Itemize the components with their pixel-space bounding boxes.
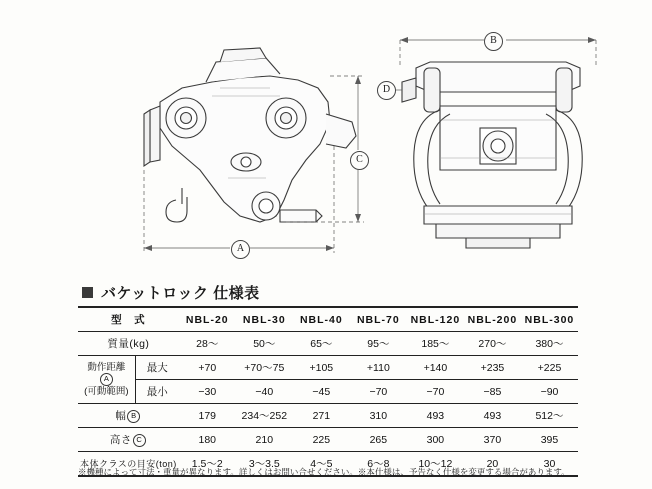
cell-height-nbl-120: 300	[407, 428, 464, 452]
cell-width-nbl-70: 310	[350, 404, 407, 428]
mark-b-icon: B	[127, 410, 140, 423]
cell-width-nbl-300: 512〜	[521, 404, 578, 428]
table-row	[78, 356, 578, 380]
cell-class-nbl-120: 10〜12	[407, 452, 464, 477]
cell-max-nbl-30: +70〜75	[236, 356, 293, 380]
row-label-height: 高さ C	[78, 428, 179, 452]
cell-class-nbl-40: 4〜5	[293, 452, 350, 477]
dimension-label-d: D	[377, 81, 396, 100]
cell-height-nbl-20: 180	[179, 428, 236, 452]
cell-height-nbl-300: 395	[521, 428, 578, 452]
cell-height-nbl-70: 265	[350, 428, 407, 452]
side-elevation-svg	[380, 10, 630, 260]
cell-height-nbl-30: 210	[236, 428, 293, 452]
cell-mass-nbl-70: 95〜	[350, 332, 407, 356]
table-row	[78, 380, 578, 404]
mark-a-icon: A	[100, 373, 113, 386]
cell-min-nbl-30: −40	[236, 380, 293, 404]
row-label-stroke-bottom: (可動範囲)	[84, 386, 129, 397]
cell-min-nbl-120: −70	[407, 380, 464, 404]
page-title: バケットロック 仕様表	[101, 285, 260, 302]
cell-mass-nbl-200: 270〜	[464, 332, 521, 356]
cell-max-nbl-40: +105	[293, 356, 350, 380]
cell-min-nbl-20: −30	[179, 380, 236, 404]
cell-max-nbl-120: +140	[407, 356, 464, 380]
cell-mass-nbl-300: 380〜	[521, 332, 578, 356]
side-elevation-drawing	[380, 10, 630, 260]
square-marker-icon	[82, 287, 93, 298]
front-elevation-drawing	[120, 10, 380, 260]
cell-max-nbl-300: +225	[521, 356, 578, 380]
cell-max-nbl-20: +70	[179, 356, 236, 380]
row-label-width: 幅 B	[78, 404, 179, 428]
header-nbl-70: NBL-70	[350, 307, 407, 332]
cell-mass-nbl-20: 28〜	[179, 332, 236, 356]
header-nbl-200: NBL-200	[464, 307, 521, 332]
row-label-stroke-top: 動作距離	[87, 361, 126, 373]
cell-mass-nbl-40: 65〜	[293, 332, 350, 356]
table-header-row	[78, 307, 578, 332]
cell-width-nbl-20: 179	[179, 404, 236, 428]
header-nbl-20: NBL-20	[179, 307, 236, 332]
sub-label-min: 最小	[135, 380, 179, 404]
header-nbl-30: NBL-30	[236, 307, 293, 332]
cell-mass-nbl-30: 50〜	[236, 332, 293, 356]
header-model: 型 式	[78, 307, 179, 332]
spec-table	[78, 306, 578, 477]
cell-min-nbl-200: −85	[464, 380, 521, 404]
header-nbl-40: NBL-40	[293, 307, 350, 332]
cell-class-nbl-200: 20	[464, 452, 521, 477]
cell-class-nbl-30: 3〜3.5	[236, 452, 293, 477]
cell-class-nbl-70: 6〜8	[350, 452, 407, 477]
cell-class-nbl-300: 30	[521, 452, 578, 477]
cell-height-nbl-200: 370	[464, 428, 521, 452]
dimension-label-c: C	[350, 151, 369, 170]
sub-label-max: 最大	[135, 356, 179, 380]
cell-min-nbl-70: −70	[350, 380, 407, 404]
cell-max-nbl-70: +110	[350, 356, 407, 380]
row-label-stroke	[78, 356, 135, 404]
mark-c-icon: C	[133, 434, 146, 447]
cell-height-nbl-40: 225	[293, 428, 350, 452]
row-label-class: 本体クラスの目安(ton)	[78, 452, 179, 477]
header-nbl-120: NBL-120	[407, 307, 464, 332]
table-row	[78, 428, 578, 452]
cell-width-nbl-200: 493	[464, 404, 521, 428]
cell-class-nbl-20: 1.5〜2	[179, 452, 236, 477]
dimension-label-a: A	[231, 240, 250, 259]
header-nbl-300: NBL-300	[521, 307, 578, 332]
spec-table-wrapper	[78, 306, 578, 477]
cell-min-nbl-300: −90	[521, 380, 578, 404]
table-row	[78, 404, 578, 428]
section-title	[82, 282, 260, 303]
footnote: ※機種によって寸法・重量が異なります。詳しくはお問い合せください。※本仕様は、予告なく仕様を変更する場合があります。	[78, 467, 570, 477]
cell-width-nbl-40: 271	[293, 404, 350, 428]
dimension-label-b: B	[484, 32, 503, 51]
cell-width-nbl-120: 493	[407, 404, 464, 428]
front-elevation-svg	[120, 10, 380, 260]
cell-min-nbl-40: −45	[293, 380, 350, 404]
table-row	[78, 332, 578, 356]
row-label-mass: 質量(kg)	[78, 332, 179, 356]
cell-width-nbl-30: 234〜252	[236, 404, 293, 428]
cell-max-nbl-200: +235	[464, 356, 521, 380]
cell-mass-nbl-120: 185〜	[407, 332, 464, 356]
